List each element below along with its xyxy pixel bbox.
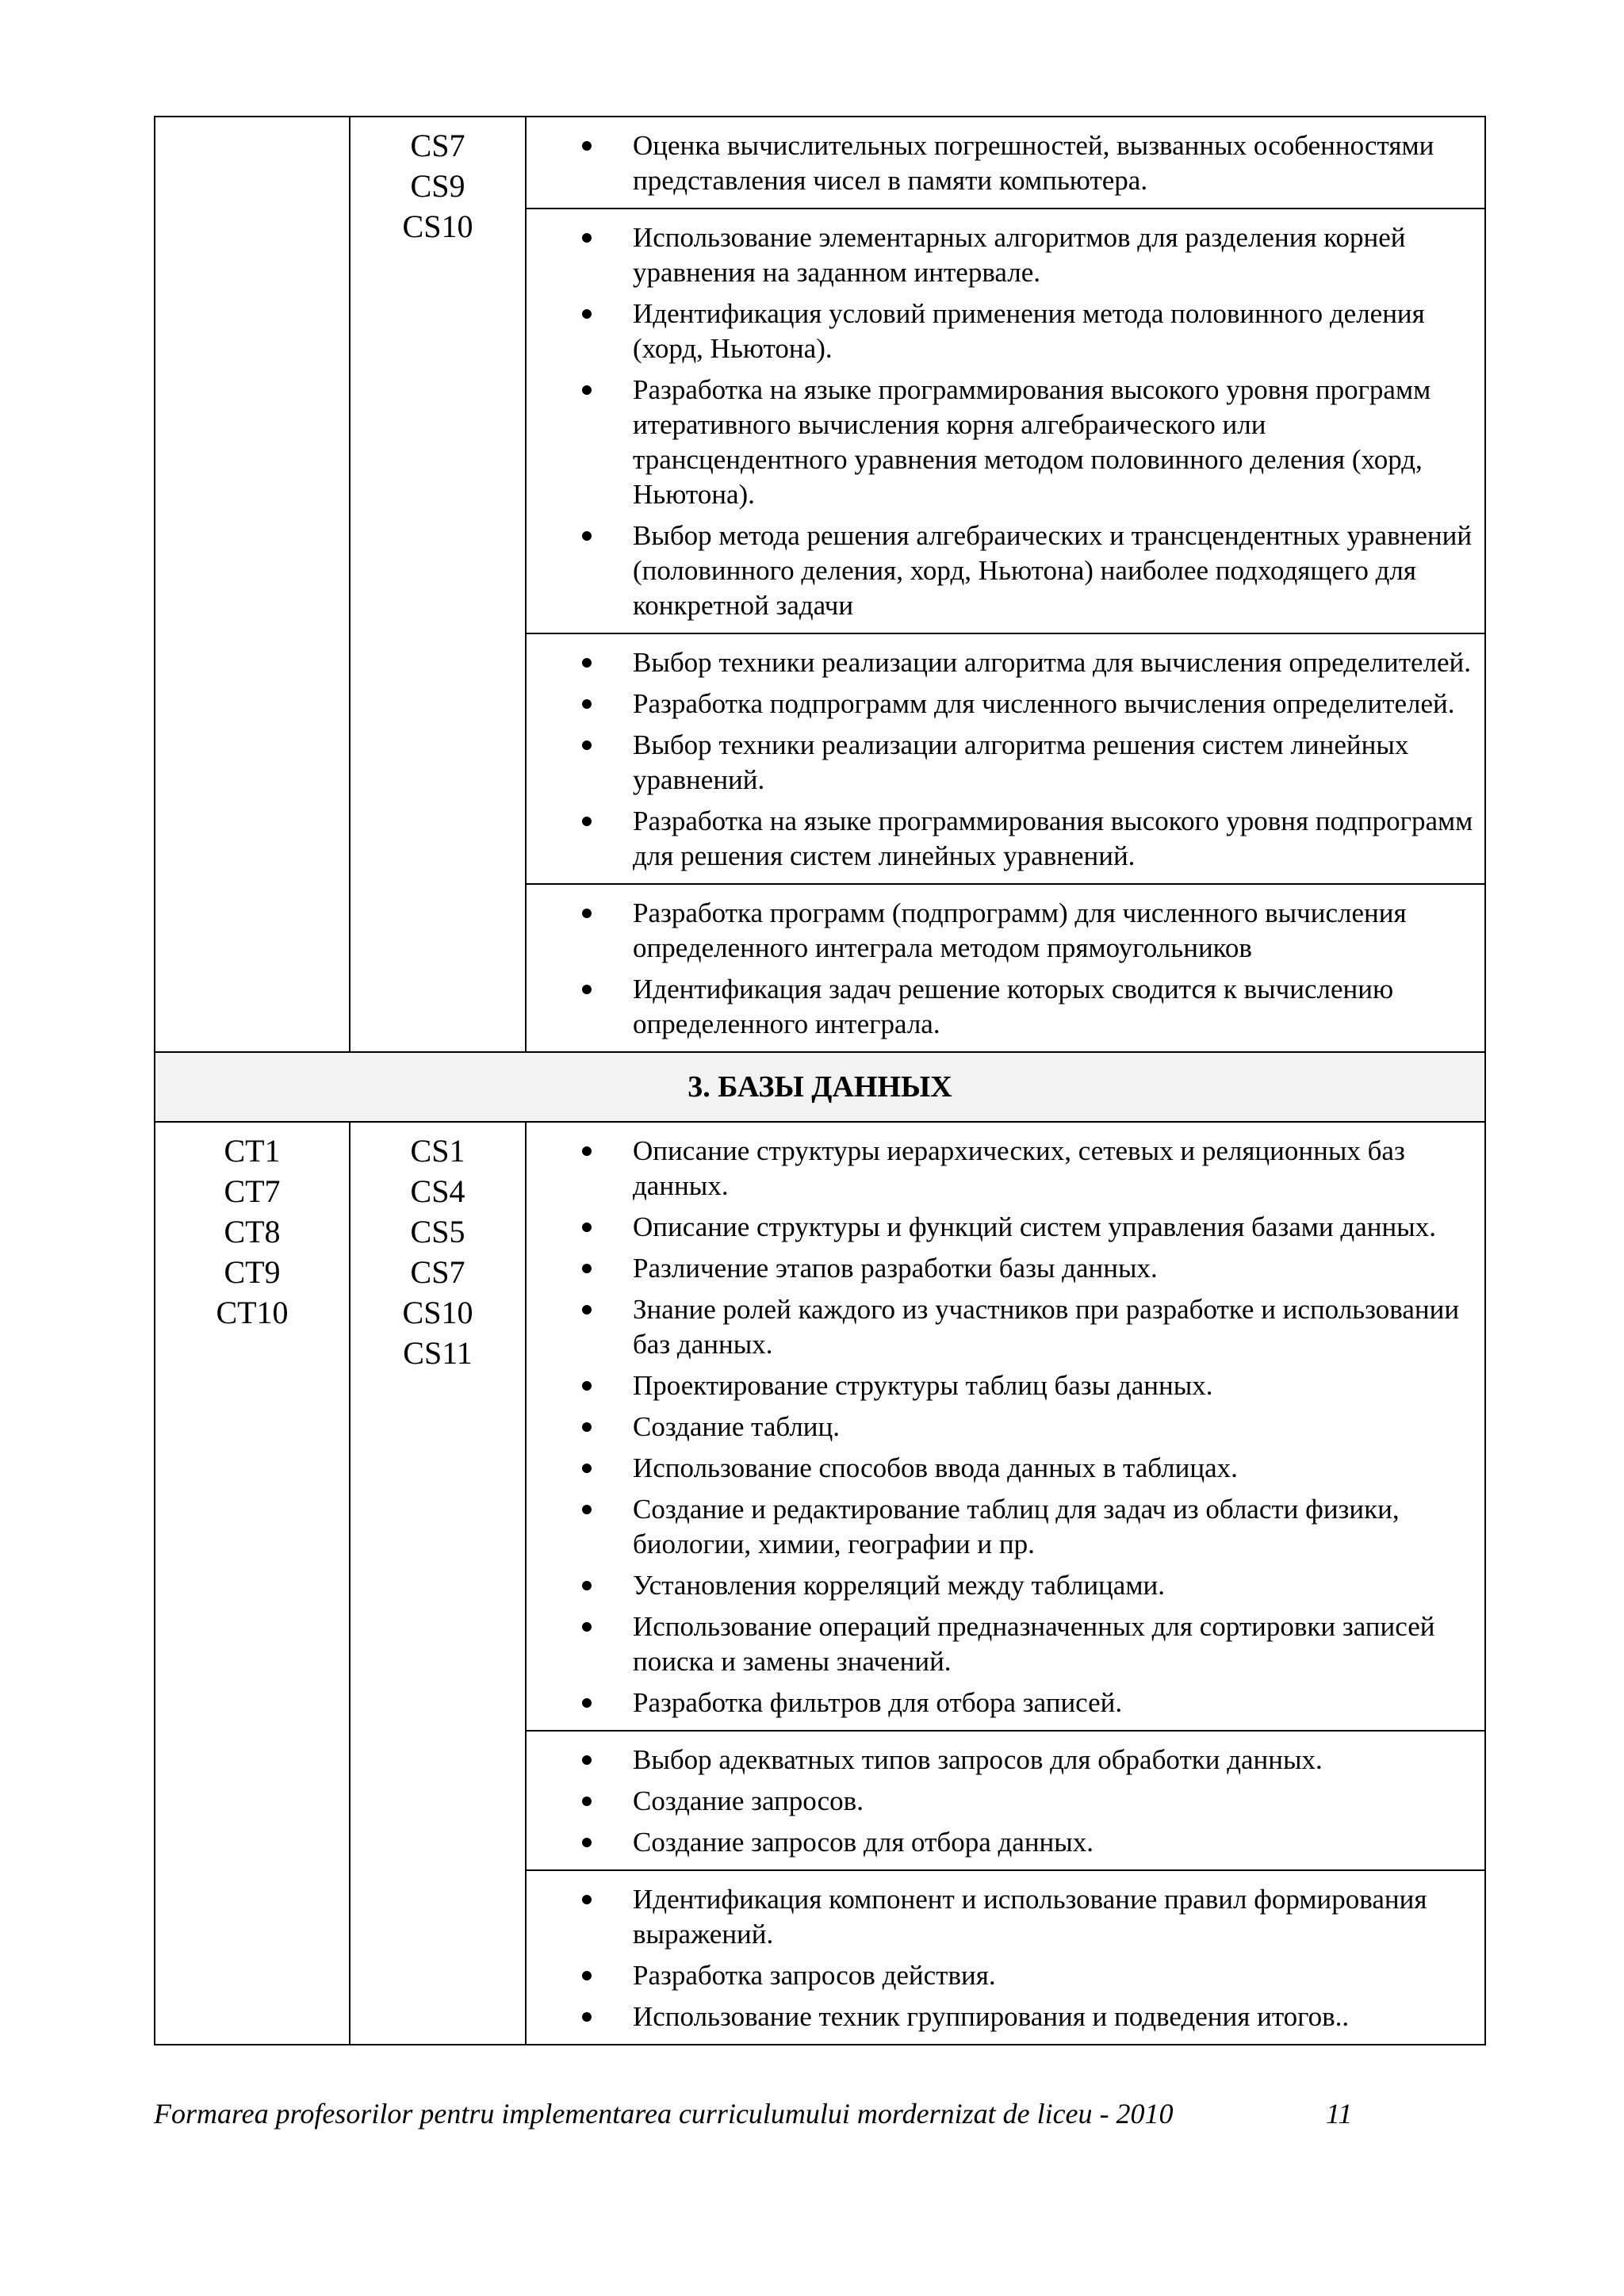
list-item bbox=[527, 804, 1477, 874]
list-item-text: Выбор метода решения алгебраических и трансцендентных уравнений (половинного деления, хорд, Ньютона) наиболее подходящего для конкретной задачи bbox=[633, 520, 1473, 621]
list-item-text: Идентификация условий применения метода половинного деления (хорд, Ньютона). bbox=[633, 298, 1425, 364]
code-label: CS9 bbox=[410, 168, 465, 204]
list-item-text: Выбор техники реализации алгоритма для вычисления определителей. bbox=[633, 647, 1472, 678]
list-item-text: Использование техник группирования и подведения итогов.. bbox=[633, 2001, 1350, 2032]
list-item bbox=[527, 1134, 1477, 1203]
page-number: 11 bbox=[1326, 2098, 1353, 2130]
bullet-icon bbox=[582, 909, 592, 918]
code-label: CT8 bbox=[224, 1214, 281, 1249]
list-item bbox=[527, 896, 1477, 966]
list-item-text: Разработка фильтров для отбора записей. bbox=[633, 1687, 1123, 1718]
bullet-icon bbox=[582, 740, 592, 750]
list-item-text: Использование операций предназначенных для сортировки записей поиска и замены значений. bbox=[633, 1611, 1435, 1677]
list-item-text: Разработка запросов действия. bbox=[633, 1960, 996, 1991]
list-item bbox=[527, 1210, 1477, 1245]
objectives-cell bbox=[526, 1870, 1485, 2045]
bullet-icon bbox=[582, 1505, 592, 1514]
objectives-cell bbox=[526, 1731, 1485, 1870]
list-item bbox=[527, 1999, 1477, 2034]
list-item bbox=[527, 1492, 1477, 1562]
bullet-list bbox=[527, 1732, 1484, 1869]
code-label: CT9 bbox=[224, 1254, 281, 1290]
bullet-list bbox=[527, 1871, 1484, 2044]
list-item-text: Различение этапов разработки базы данных. bbox=[633, 1253, 1158, 1284]
list-item bbox=[527, 1825, 1477, 1860]
list-item bbox=[527, 519, 1477, 623]
code-label: CS11 bbox=[403, 1335, 473, 1371]
code-label: CT7 bbox=[224, 1173, 281, 1209]
bullet-icon bbox=[582, 1971, 592, 1980]
list-item-text: Использование элементарных алгоритмов для разделения корней уравнения на заданном интервале. bbox=[633, 222, 1406, 288]
ct-codes-cell bbox=[155, 117, 350, 1052]
bullet-icon bbox=[582, 1622, 592, 1632]
bullet-icon bbox=[582, 1305, 592, 1314]
ct-codes-cell bbox=[155, 1122, 350, 2045]
bullet-icon bbox=[582, 817, 592, 826]
list-item bbox=[527, 1784, 1477, 1819]
list-item-text: Оценка вычислительных погрешностей, вызванных особенностями представления чисел в памяти компьютера. bbox=[633, 130, 1434, 196]
list-item bbox=[527, 728, 1477, 798]
list-item bbox=[527, 297, 1477, 366]
list-item-text: Идентификация задач решение которых сводится к вычислению определенного интеграла. bbox=[633, 974, 1394, 1039]
bullet-list bbox=[527, 634, 1484, 883]
bullet-icon bbox=[582, 1895, 592, 1904]
bullet-icon bbox=[582, 1698, 592, 1708]
code-label: CS7 bbox=[410, 128, 465, 163]
list-item bbox=[527, 645, 1477, 680]
list-item-text: Знание ролей каждого из участников при разработке и использовании баз данных. bbox=[633, 1294, 1460, 1360]
objectives-cell bbox=[526, 1122, 1485, 1731]
list-item bbox=[527, 1292, 1477, 1362]
bullet-icon bbox=[582, 1422, 592, 1432]
bullet-icon bbox=[582, 699, 592, 709]
bullet-icon bbox=[582, 233, 592, 243]
code-label: CT1 bbox=[224, 1133, 281, 1169]
objectives-cell bbox=[526, 209, 1485, 633]
list-item-text: Создание и редактирование таблиц для задач из области физики, биологии, химии, географии и пр. bbox=[633, 1494, 1400, 1559]
bullet-icon bbox=[582, 1581, 592, 1590]
list-item bbox=[527, 1368, 1477, 1403]
list-item-text: Идентификация компонент и использование правил формирования выражений. bbox=[633, 1884, 1427, 1950]
code-label: CS7 bbox=[410, 1254, 465, 1290]
cs-codes-cell bbox=[350, 1122, 526, 2045]
table-row bbox=[155, 117, 1485, 209]
section-header-row bbox=[155, 1052, 1485, 1122]
table-row bbox=[155, 1122, 1485, 1731]
code-label: CS10 bbox=[402, 1295, 473, 1330]
footer-text: Formarea profesorilor pentru implementarea curriculumului mordernizat de liceu - 2010 bbox=[154, 2098, 1174, 2130]
list-item-text: Разработка подпрограмм для численного вычисления определителей. bbox=[633, 688, 1455, 719]
list-item bbox=[527, 373, 1477, 512]
bullet-icon bbox=[582, 1146, 592, 1156]
list-item-text: Выбор техники реализации алгоритма решения систем линейных уравнений. bbox=[633, 729, 1409, 795]
code-label: CS5 bbox=[410, 1214, 465, 1249]
objectives-cell bbox=[526, 884, 1485, 1052]
section-title: 3. БАЗЫ ДАННЫХ bbox=[155, 1052, 1485, 1122]
list-item-text: Разработка на языке программирования высокого уровня подпрограмм для решения систем линейных уравнений. bbox=[633, 806, 1473, 871]
bullet-list bbox=[527, 885, 1484, 1051]
list-item bbox=[527, 1686, 1477, 1720]
list-item-text: Создание запросов. bbox=[633, 1785, 864, 1816]
bullet-icon bbox=[582, 2012, 592, 2022]
code-label: CS1 bbox=[410, 1133, 465, 1169]
list-item-text: Описание структуры иерархических, сетевых и реляционных баз данных. bbox=[633, 1135, 1405, 1201]
list-item-text: Выбор адекватных типов запросов для обработки данных. bbox=[633, 1744, 1323, 1775]
bullet-icon bbox=[582, 985, 592, 994]
list-item bbox=[527, 1410, 1477, 1445]
list-item bbox=[527, 1743, 1477, 1777]
list-item bbox=[527, 1609, 1477, 1679]
bullet-icon bbox=[582, 1755, 592, 1765]
list-item-text: Проектирование структуры таблиц базы данных. bbox=[633, 1370, 1213, 1401]
list-item bbox=[527, 1568, 1477, 1603]
list-item-text: Создание запросов для отбора данных. bbox=[633, 1827, 1094, 1858]
bullet-icon bbox=[582, 385, 592, 395]
bullet-icon bbox=[582, 1464, 592, 1473]
list-item bbox=[527, 1882, 1477, 1952]
curriculum-table bbox=[154, 116, 1486, 2045]
list-item-text: Описание структуры и функций систем управления базами данных. bbox=[633, 1211, 1436, 1242]
bullet-list bbox=[527, 1123, 1484, 1730]
list-item bbox=[527, 687, 1477, 721]
bullet-icon bbox=[582, 1838, 592, 1847]
bullet-list bbox=[527, 209, 1484, 633]
code-label: CS10 bbox=[402, 209, 473, 244]
bullet-icon bbox=[582, 141, 592, 151]
list-item bbox=[527, 972, 1477, 1042]
bullet-icon bbox=[582, 309, 592, 319]
bullet-icon bbox=[582, 1223, 592, 1232]
bullet-icon bbox=[582, 1264, 592, 1273]
list-item bbox=[527, 128, 1477, 198]
objectives-cell bbox=[526, 117, 1485, 209]
bullet-icon bbox=[582, 1381, 592, 1391]
bullet-icon bbox=[582, 1797, 592, 1806]
list-item-text: Установления корреляций между таблицами. bbox=[633, 1570, 1165, 1601]
list-item bbox=[527, 220, 1477, 290]
list-item bbox=[527, 1958, 1477, 1993]
bullet-icon bbox=[582, 658, 592, 668]
code-label: CS4 bbox=[410, 1173, 465, 1209]
cs-codes-cell bbox=[350, 117, 526, 1052]
list-item-text: Разработка программ (подпрограмм) для численного вычисления определенного интеграла методом прямоугольников bbox=[633, 897, 1407, 963]
objectives-cell bbox=[526, 633, 1485, 884]
list-item-text: Разработка на языке программирования высокого уровня программ итеративного вычисления корня алгебраического или трансцендентного уравнения методом половинного деления (хорд, Ньютона). bbox=[633, 374, 1431, 510]
code-label: CT10 bbox=[216, 1295, 289, 1330]
bullet-icon bbox=[582, 531, 592, 541]
list-item bbox=[527, 1451, 1477, 1486]
list-item bbox=[527, 1251, 1477, 1286]
list-item-text: Создание таблиц. bbox=[633, 1411, 840, 1442]
list-item-text: Использование способов ввода данных в таблицах. bbox=[633, 1452, 1238, 1483]
bullet-list bbox=[527, 117, 1484, 208]
